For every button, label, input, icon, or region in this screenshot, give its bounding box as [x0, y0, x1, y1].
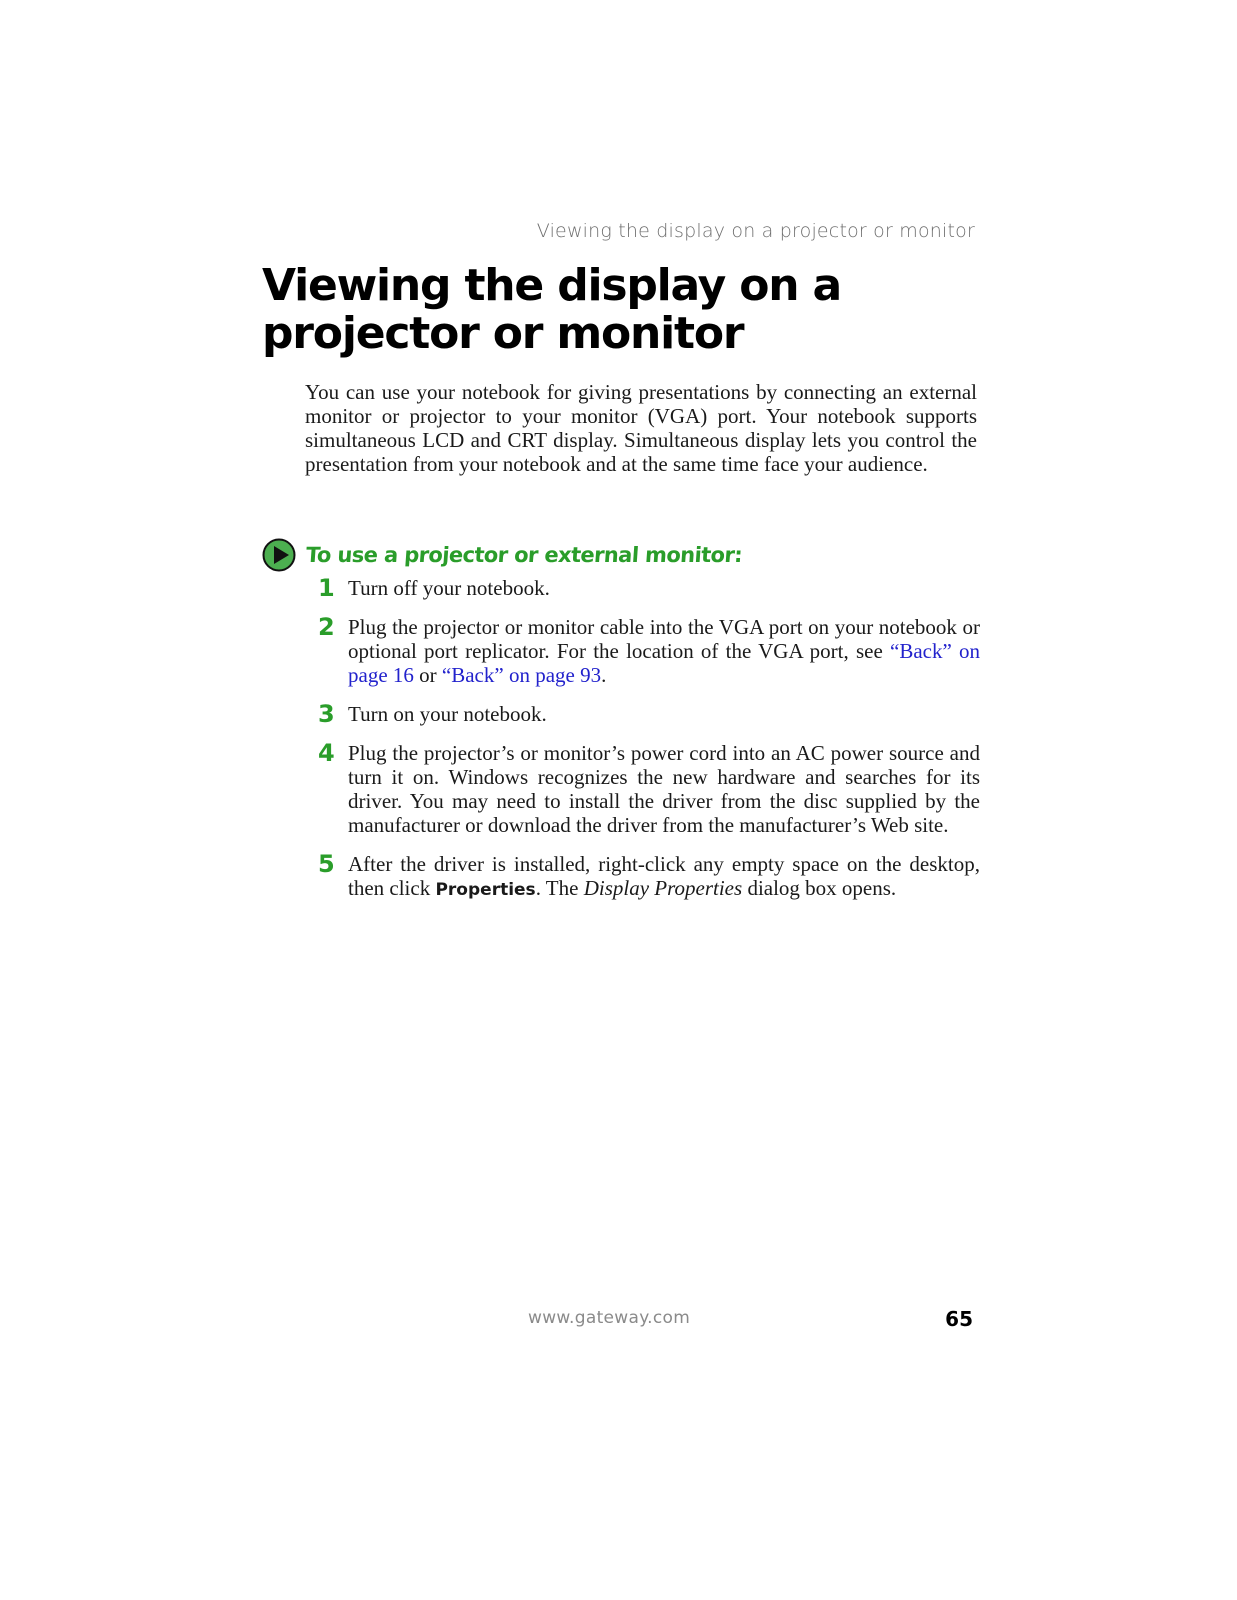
- step-text-part: .: [601, 663, 607, 687]
- step-4: [318, 741, 980, 837]
- step-number: 2: [318, 613, 335, 641]
- step-text: Turn off your notebook.: [348, 576, 550, 600]
- properties-ui-term: Properties: [435, 880, 536, 900]
- step-text-part: Plug the projector or monitor cable into the VGA port on your notebook or optional port replicator. For the location of the VGA port, see: [348, 615, 980, 663]
- running-head: Viewing the display on a projector or monitor: [536, 220, 975, 242]
- page-title: Viewing the display on a projector or monitor: [262, 260, 842, 359]
- step-text: [348, 852, 980, 902]
- step-number: 5: [318, 850, 335, 878]
- step-2: [318, 615, 980, 687]
- step-text: Plug the projector’s or monitor’s power cord into an AC power source and turn it on. Windows recognizes the new hardware and searches for its driver. You may need to install the driver from the disc supplied by the manufacturer or download the driver from the manufacturer’s Web site.: [348, 741, 980, 837]
- step-text-part: After the driver is installed, right-click any empty space on the desktop, then click: [348, 852, 980, 900]
- step-text: Turn on your notebook.: [348, 702, 547, 726]
- step-number: 1: [318, 574, 335, 602]
- procedure-heading: [262, 538, 742, 572]
- play-arrow-icon: [262, 538, 296, 572]
- step-text-part: . The: [535, 876, 584, 900]
- step-number: 4: [318, 739, 335, 767]
- procedure-title: To use a projector or external monitor:: [305, 543, 743, 567]
- step-number: 3: [318, 700, 335, 728]
- step-text-part: or: [413, 663, 442, 687]
- step-5: [318, 852, 980, 902]
- back-page-93-link[interactable]: “Back” on page 93: [441, 663, 602, 687]
- step-1: [318, 576, 980, 600]
- back-page-16-link[interactable]: “Back” on page 16: [348, 639, 981, 687]
- footer-url: www.gateway.com: [528, 1308, 691, 1328]
- step-text-part: dialog box opens.: [742, 876, 897, 900]
- display-properties-term: Display Properties: [583, 876, 743, 900]
- step-3: [318, 702, 980, 726]
- page-number: 65: [945, 1307, 973, 1331]
- intro-paragraph: You can use your notebook for giving presentations by connecting an external monitor or projector to your monitor (VGA) port. Your notebook supports simultaneous LCD and CRT display. Simultaneous display lets you control the presentation from your notebook and at the same time face your audience.: [305, 380, 977, 476]
- step-text: [348, 615, 980, 687]
- steps-list: [318, 576, 980, 917]
